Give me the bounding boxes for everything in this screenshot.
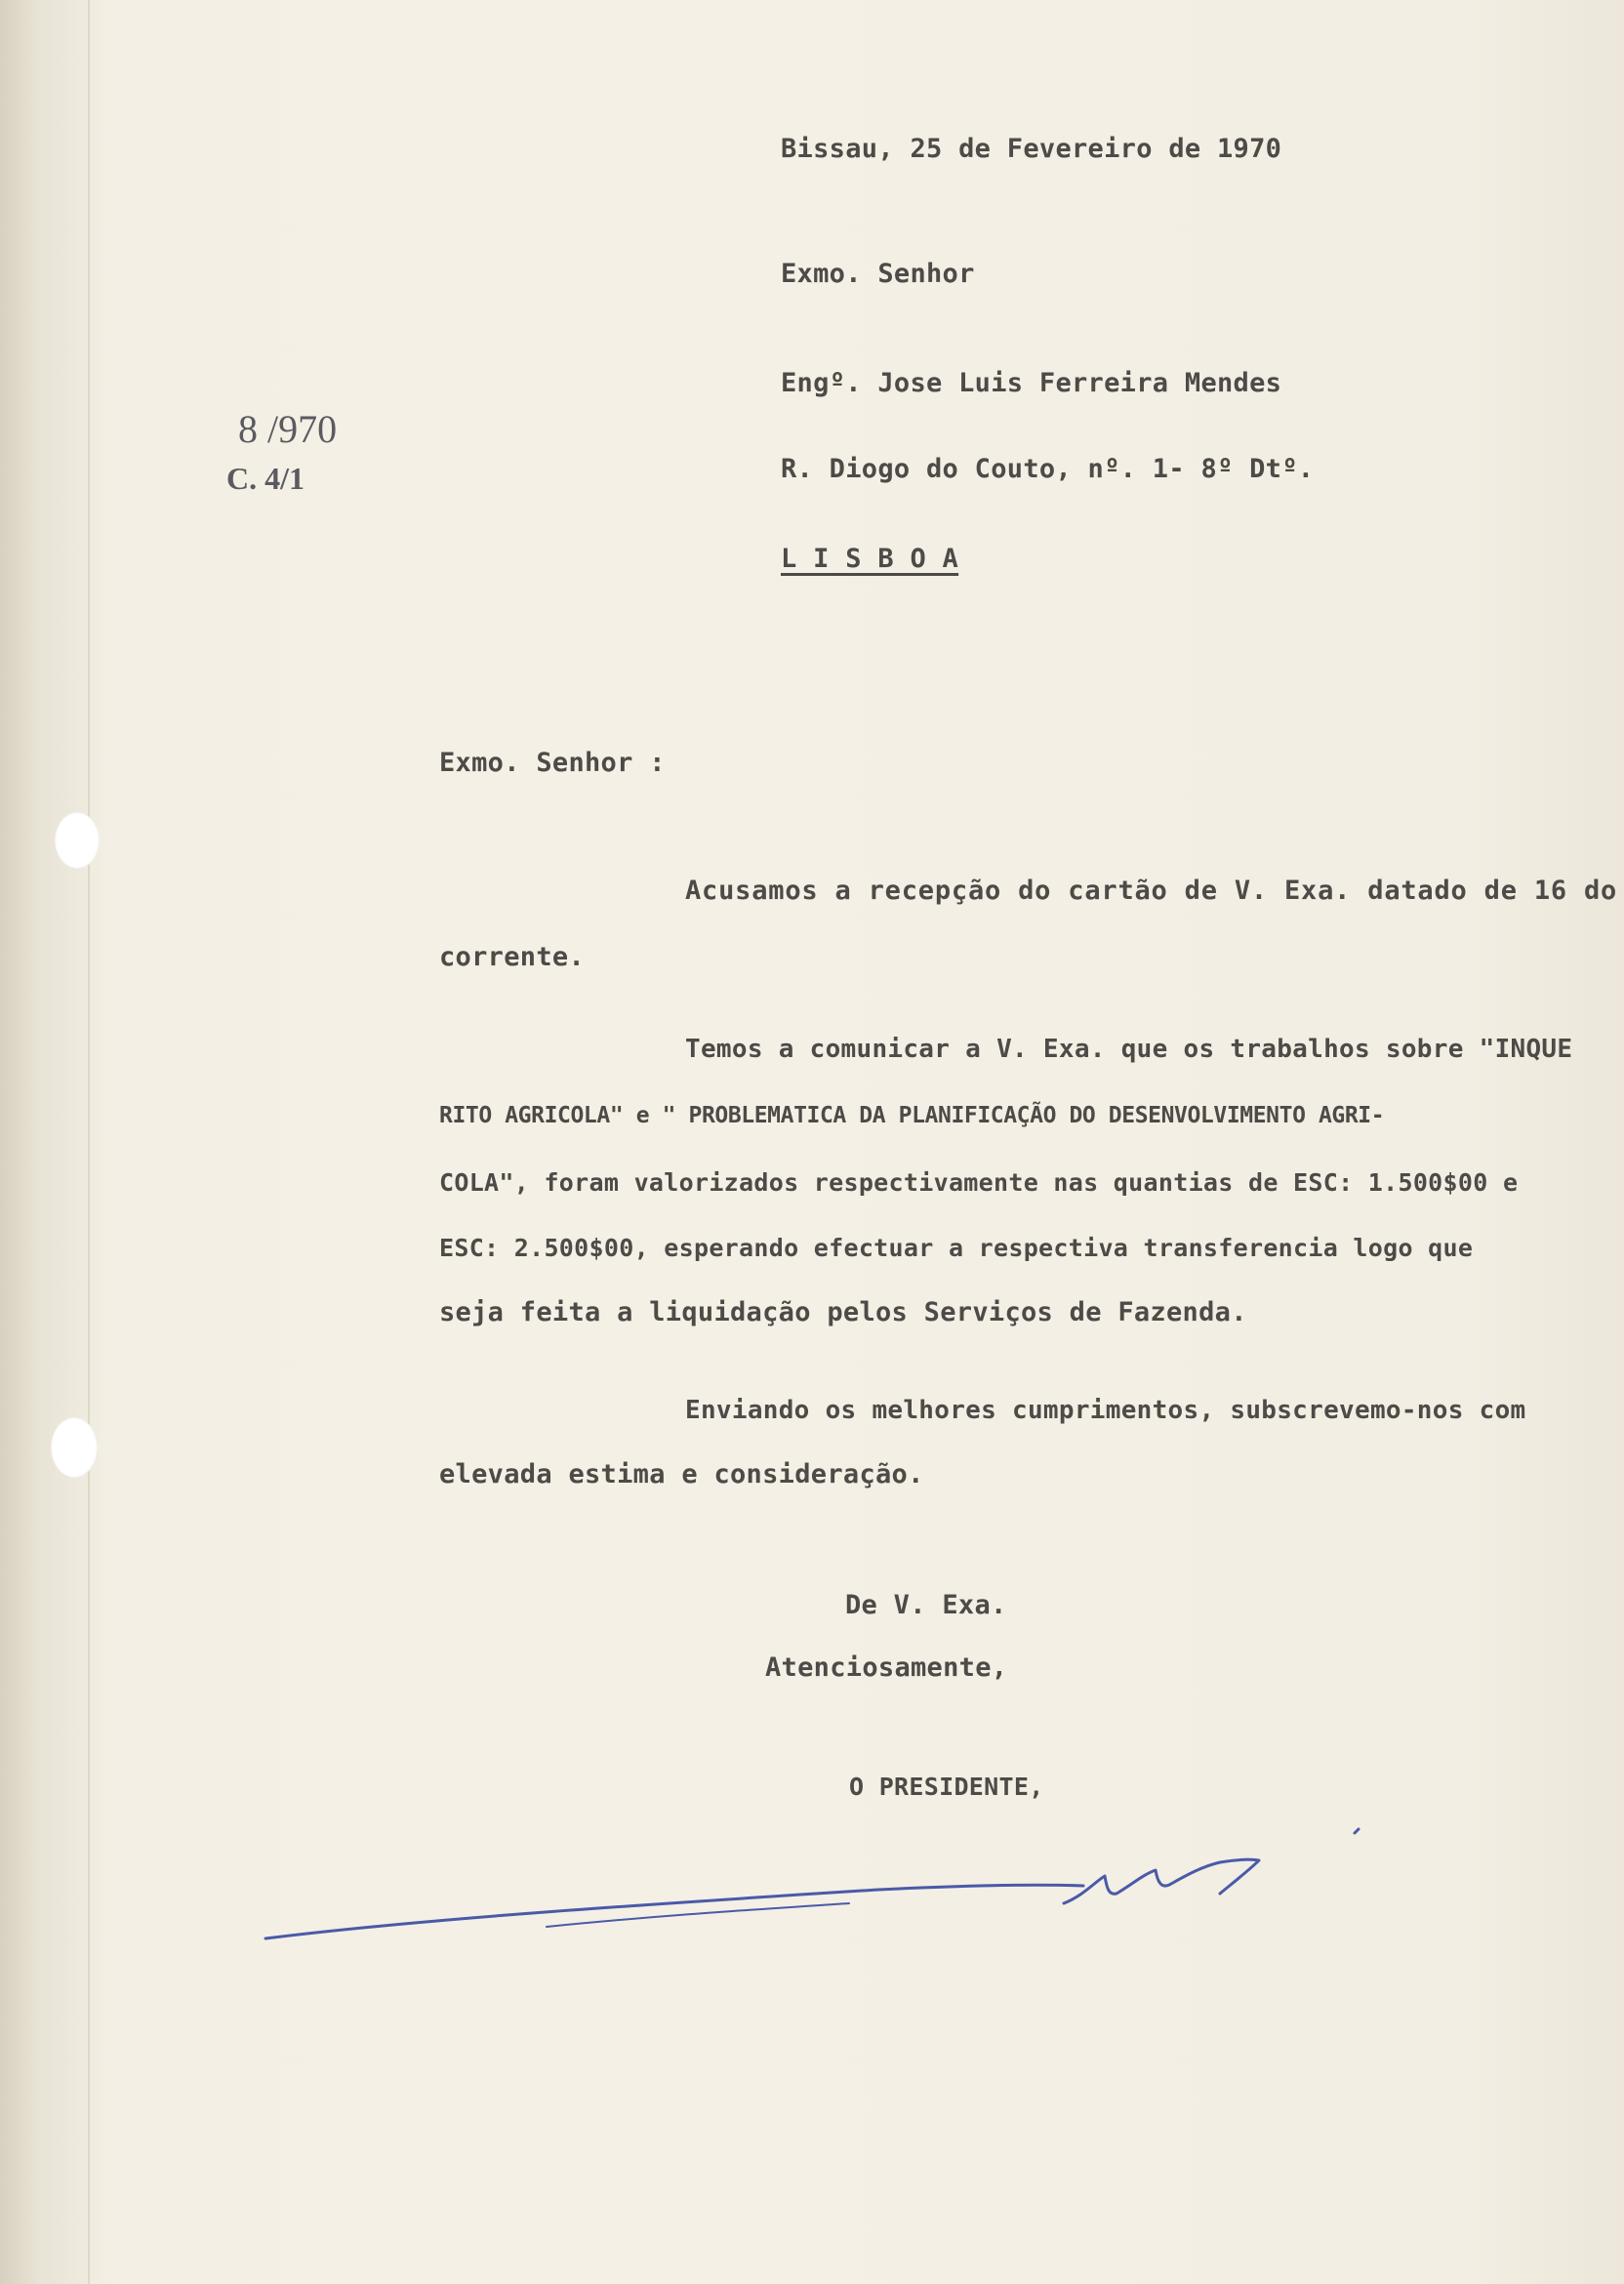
- body-line: Acusamos a recepção do cartão de V. Exa. datado de 16 do: [685, 876, 1618, 906]
- closing-title: O PRESIDENTE,: [849, 1773, 1044, 1801]
- recipient-name: Engº. Jose Luis Ferreira Mendes: [781, 368, 1282, 398]
- punch-hole-bottom: [51, 1417, 98, 1478]
- paper-fold-line: [88, 0, 90, 2284]
- reference-number: 8 /970: [238, 407, 338, 451]
- closing-line: De V. Exa.: [845, 1590, 1007, 1620]
- paper-edge-shadow: [0, 0, 107, 2284]
- body-line: RITO AGRICOLA" e " PROBLEMATICA DA PLANIFICAÇÃO DO DESENVOLVIMENTO AGRI-: [439, 1103, 1385, 1128]
- body-line: Temos a comunicar a V. Exa. que os trabalhos sobre "INQUE: [685, 1035, 1573, 1064]
- recipient-city: L I S B O A: [781, 544, 959, 574]
- body-line: ESC: 2.500$00, esperando efectuar a respectiva transferencia logo que: [439, 1234, 1474, 1262]
- body-line: seja feita a liquidação pelos Serviços de Fazenda.: [439, 1297, 1247, 1327]
- closing-line: Atenciosamente,: [765, 1652, 1008, 1683]
- greeting: Exmo. Senhor :: [439, 748, 666, 778]
- dateline: Bissau, 25 de Fevereiro de 1970: [781, 134, 1282, 164]
- recipient-address: R. Diogo do Couto, nº. 1- 8º Dtº.: [781, 454, 1315, 484]
- punch-hole-top: [55, 812, 100, 869]
- body-line: COLA", foram valorizados respectivamente nas quantias de ESC: 1.500$00 e: [439, 1168, 1519, 1197]
- reference-code: C. 4/1: [226, 461, 304, 496]
- recipient-salutation: Exmo. Senhor: [781, 259, 975, 289]
- signature: [254, 1806, 1386, 1962]
- body-line: Enviando os melhores cumprimentos, subscrevemo-nos com: [685, 1396, 1526, 1425]
- body-line: corrente.: [439, 942, 585, 972]
- body-line: elevada estima e consideração.: [439, 1459, 924, 1489]
